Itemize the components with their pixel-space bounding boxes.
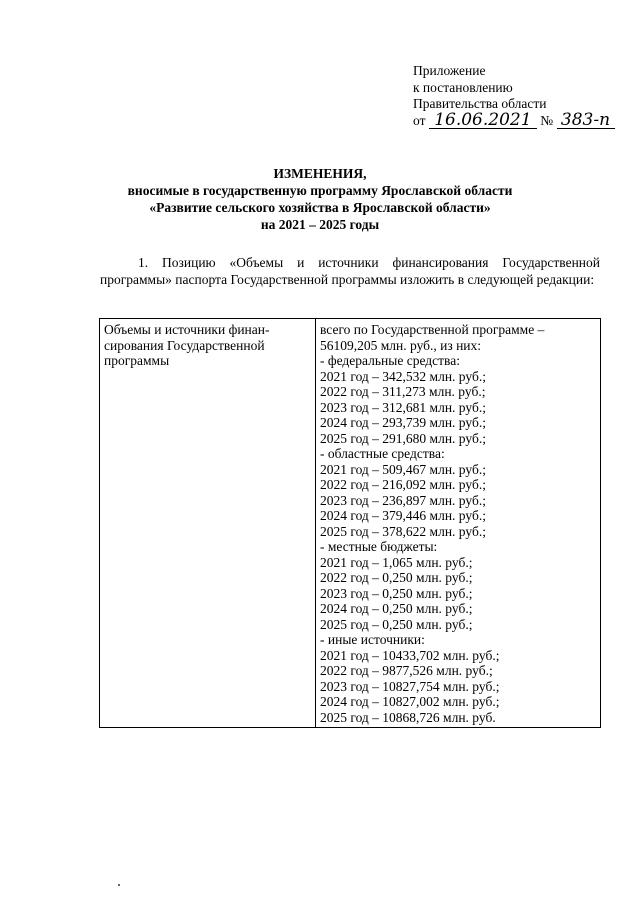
appendix-line-2: к постановлению xyxy=(413,79,513,95)
financing-line: 2025 год – 291,680 млн. руб.; xyxy=(320,430,486,446)
financing-table xyxy=(99,318,601,728)
financing-line: 2021 год – 10433,702 млн. руб.; xyxy=(320,647,500,663)
financing-line: 56109,205 млн. руб., из них: xyxy=(320,337,482,353)
financing-row xyxy=(100,319,601,728)
document-title xyxy=(80,165,560,233)
financing-line: 2023 год – 10827,754 млн. руб.; xyxy=(320,678,500,694)
financing-line: 2025 год – 378,622 млн. руб.; xyxy=(320,523,486,539)
financing-line: 2024 год – 10827,002 млн. руб.; xyxy=(320,694,500,709)
financing-line: 2024 год – 0,250 млн. руб.; xyxy=(320,601,473,616)
financing-line: 2024 год – 379,446 млн. руб.; xyxy=(320,508,486,523)
title-line-1: ИЗМЕНЕНИЯ, xyxy=(273,166,367,181)
financing-line: 2021 год – 342,532 млн. руб.; xyxy=(320,368,486,384)
financing-label-cell: Объемы и источники финансирования Государственной программы xyxy=(100,319,316,728)
financing-line: 2023 год – 236,897 млн. руб.; xyxy=(320,492,486,508)
appendix-date-line xyxy=(413,109,613,130)
financing-line: 2023 год – 0,250 млн. руб.; xyxy=(320,585,473,601)
appendix-line-1: Приложение xyxy=(413,63,486,78)
intro-text: 1. Позицию «Объемы и источники финансирования Государственной программы» паспорта Государственной программы изложить в следующей редакции: xyxy=(100,255,600,287)
title-line-4: на 2021 – 2025 годы xyxy=(260,217,380,232)
title-line-2: вносимые в государственную программу Ярославской области xyxy=(127,183,513,198)
number-prefix: № xyxy=(540,112,554,128)
financing-line: 2022 год – 0,250 млн. руб.; xyxy=(320,570,473,585)
appendix-block xyxy=(413,63,613,129)
financing-line: - областные средства: xyxy=(320,446,445,461)
financing-line: 2023 год – 312,681 млн. руб.; xyxy=(320,399,486,415)
financing-line: всего по Государственной программе – xyxy=(320,322,545,337)
financing-line: 2021 год – 1,065 млн. руб.; xyxy=(320,554,473,570)
appendix-line-3: Правительства области xyxy=(413,96,547,111)
intro-paragraph xyxy=(100,254,600,288)
financing-line: 2025 год – 0,250 млн. руб.; xyxy=(320,616,473,632)
financing-values-cell xyxy=(316,319,601,728)
financing-line: 2022 год – 216,092 млн. руб.; xyxy=(320,477,486,492)
financing-line: 2025 год – 10868,726 млн. руб. xyxy=(320,709,496,725)
handwritten-number: 383-п xyxy=(557,113,615,129)
financing-line: - иные источники: xyxy=(320,632,425,647)
financing-line: 2021 год – 509,467 млн. руб.; xyxy=(320,461,486,477)
financing-line: 2022 год – 311,273 млн. руб.; xyxy=(320,384,486,399)
date-prefix: от xyxy=(413,112,426,128)
scan-speck xyxy=(118,884,120,886)
financing-line: - местные бюджеты: xyxy=(320,539,438,554)
financing-line: 2022 год – 9877,526 млн. руб.; xyxy=(320,663,493,678)
title-line-3: «Развитие сельского хозяйства в Ярославской области» xyxy=(149,200,491,215)
financing-line: - федеральные средства: xyxy=(320,353,460,368)
handwritten-date: 16.06.2021 xyxy=(429,113,537,129)
financing-line: 2024 год – 293,739 млн. руб.; xyxy=(320,415,486,430)
